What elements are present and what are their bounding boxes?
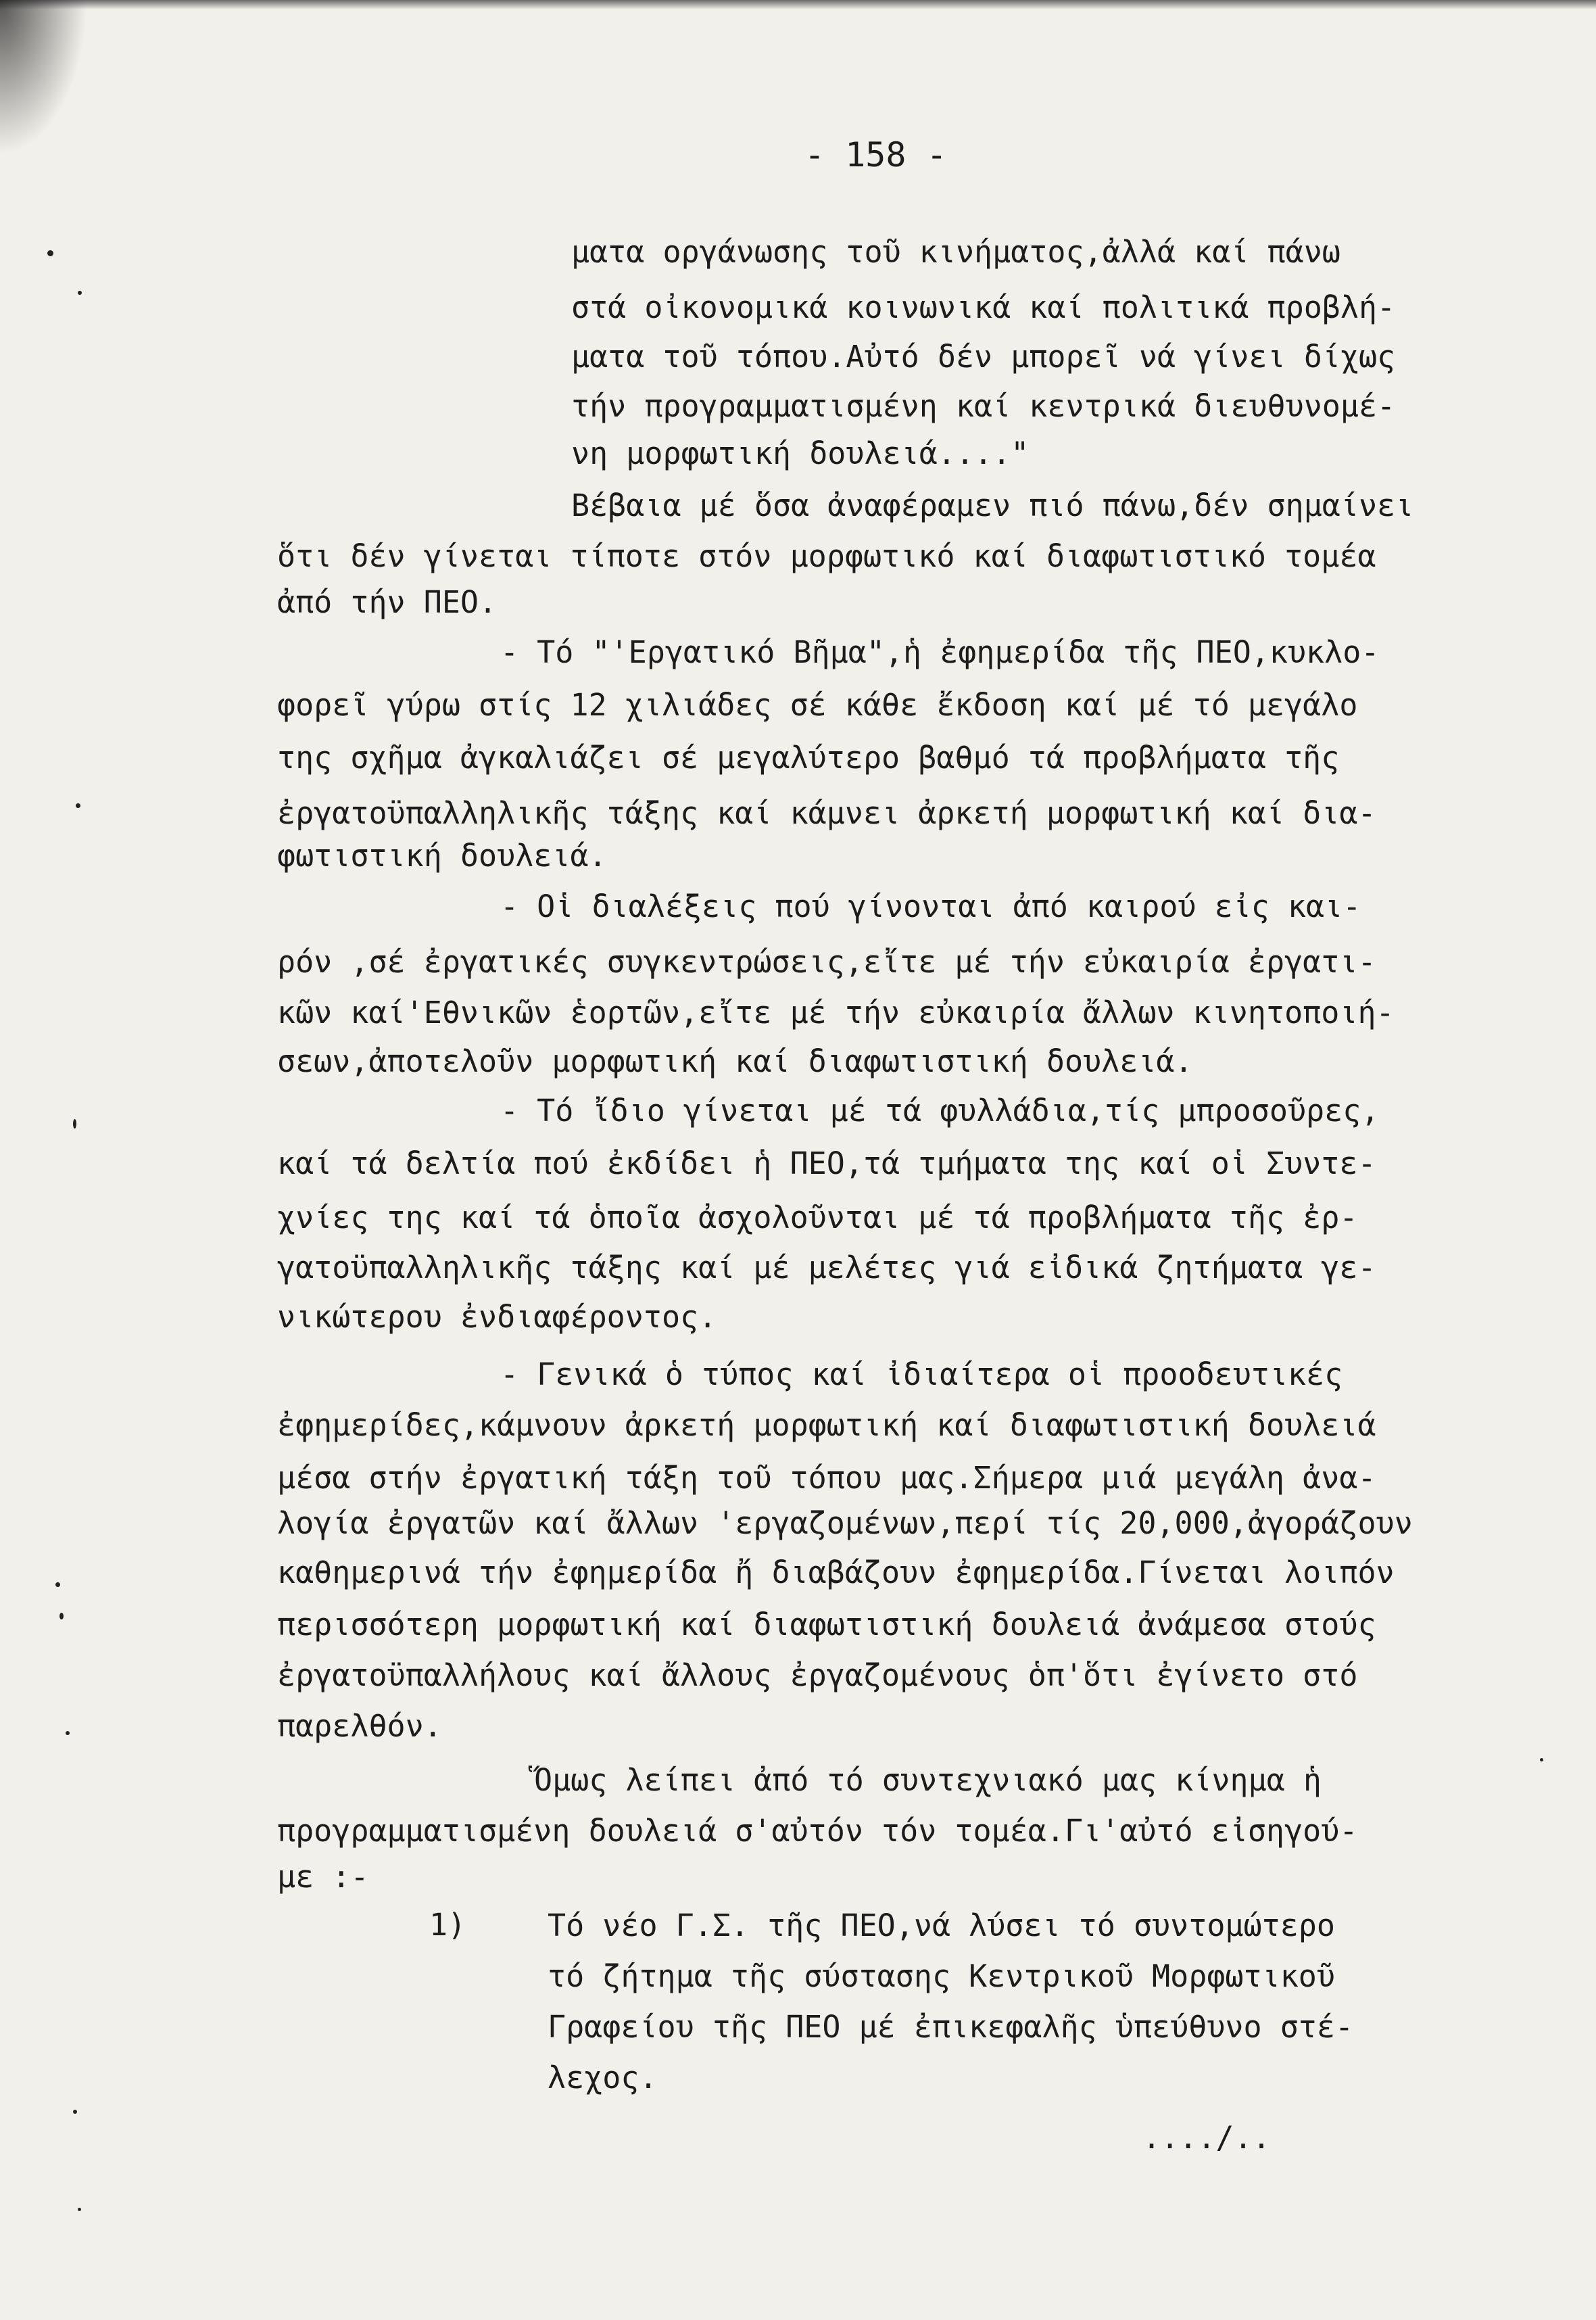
text-line: ἐργατοϋπαλληλικῆς τάξης καί κάμνει ἀρκετή μορφωτική καί δια- xyxy=(277,795,1376,831)
text-line: τό ζήτημα τῆς σύστασης Κεντρικοῦ Μορφωτικοῦ xyxy=(548,1958,1335,1994)
scan-speck xyxy=(55,1582,60,1587)
text-line: ἐργατοϋπαλλήλους καί ἄλλους ἐργαζομένους ὁπ'ὅτι ἐγίνετο στό xyxy=(277,1657,1358,1693)
text-line: κῶν καί'Εθνικῶν ἑορτῶν,εἴτε μέ τήν εὐκαιρία ἄλλων κινητοποιή- xyxy=(277,995,1395,1031)
text-line: ὅτι δέν γίνεται τίποτε στόν μορφωτικό καί διαφωτιστικό τομέα xyxy=(277,538,1376,574)
text-line: Γραφείου τῆς ΠΕΟ μέ ἐπικεφαλῆς ὑπεύθυνο στέ- xyxy=(548,2009,1354,2045)
text-line: χνίες της καί τά ὁποῖα ἀσχολοῦνται μέ τά προβλήματα τῆς ἐρ- xyxy=(277,1200,1358,1235)
text-line: της σχῆμα ἀγκαλιάζει σέ μεγαλύτερο βαθμό τά προβλήματα τῆς xyxy=(277,740,1340,776)
scan-speck xyxy=(1540,1758,1543,1761)
text-line: ματα τοῦ τόπου.Αὐτό δέν μπορεῖ νά γίνει δίχως xyxy=(571,339,1396,375)
scan-speck xyxy=(73,2110,77,2114)
text-line: νικώτερου ἐνδιαφέροντος. xyxy=(277,1299,717,1335)
text-line: - Γενικά ὁ τύπος καί ἰδιαίτερα οἱ προοδευτικές xyxy=(500,1356,1343,1392)
scan-speck xyxy=(59,1613,64,1619)
page-number: - 158 - xyxy=(804,135,947,174)
text-line: τήν προγραμματισμένη καί κεντρικά διευθυνομέ- xyxy=(571,388,1396,424)
text-line: καθημερινά τήν ἐφημερίδα ἤ διαβάζουν ἐφημερίδα.Γίνεται λοιπόν xyxy=(277,1555,1395,1590)
text-line: Βέβαια μέ ὅσα ἀναφέραμεν πιό πάνω,δέν σημαίνει xyxy=(571,488,1414,523)
scan-speck xyxy=(76,803,80,808)
text-line: Τό νέο Γ.Σ. τῆς ΠΕΟ,νά λύσει τό συντομώτερο xyxy=(548,1908,1335,1943)
text-line: - Τό "'Εργατικό Βῆμα",ἡ ἐφημερίδα τῆς ΠΕΟ,κυκλο- xyxy=(500,634,1380,670)
text-line: καί τά δελτία πού ἐκδίδει ἡ ΠΕΟ,τά τμήματα της καί οἱ Συντε- xyxy=(277,1145,1376,1181)
text-line: λεχος. xyxy=(548,2060,658,2096)
scan-edge-shadow xyxy=(0,0,1596,9)
list-item-number: 1) xyxy=(429,1907,466,1943)
text-line: προγραμματισμένη δουλειά σ'αὐτόν τόν τομέα.Γι'αὐτό εἰσηγού- xyxy=(277,1813,1358,1849)
scan-speck xyxy=(78,2208,81,2211)
text-line: Ὅμως λείπει ἀπό τό συντεχνιακό μας κίνημα ἡ xyxy=(534,1762,1322,1798)
scan-speck xyxy=(73,1119,76,1129)
text-line: - Οἱ διαλέξεις πού γίνονται ἀπό καιρού εἰς και- xyxy=(500,889,1361,924)
continuation-mark: ..../.. xyxy=(1142,2120,1271,2156)
text-line: ρόν ,σέ ἐργατικές συγκεντρώσεις,εἴτε μέ τήν εὐκαιρία ἐργατι- xyxy=(277,944,1376,980)
text-line: φορεῖ γύρω στίς 12 χιλιάδες σέ κάθε ἔκδοση καί μέ τό μεγάλο xyxy=(277,687,1358,723)
text-line: στά οἰκονομικά κοινωνικά καί πολιτικά προβλή- xyxy=(571,289,1396,325)
text-line: νη μορφωτική δουλειά...." xyxy=(571,435,1030,471)
text-line: μέσα στήν ἐργατική τάξη τοῦ τόπου μας.Σήμερα μιά μεγάλη ἀνα- xyxy=(277,1460,1376,1496)
scan-corner-shadow xyxy=(0,0,88,156)
text-line: ματα οργάνωσης τοῦ κινήματος,ἀλλά καί πάνω xyxy=(571,234,1340,270)
text-line: λογία ἐργατῶν καί ἄλλων 'εργαζομένων,περί τίς 20,000,ἀγοράζουν xyxy=(277,1505,1413,1541)
scan-speck xyxy=(78,291,82,295)
scan-speck xyxy=(66,1731,70,1735)
text-line: φωτιστική δουλειά. xyxy=(277,838,607,874)
text-line: περισσότερη μορφωτική καί διαφωτιστική δουλειά ἀνάμεσα στούς xyxy=(277,1607,1376,1642)
scan-speck xyxy=(47,250,53,256)
text-line: με :- xyxy=(277,1859,369,1895)
text-line: γατοϋπαλληλικῆς τάξης καί μέ μελέτες γιά εἰδικά ζητήματα γε- xyxy=(277,1250,1376,1285)
text-line: σεων,ἀποτελοῦν μορφωτική καί διαφωτιστική δουλειά. xyxy=(277,1043,1193,1079)
text-line: ἐφημερίδες,κάμνουν ἀρκετή μορφωτική καί διαφωτιστική δουλειά xyxy=(277,1407,1376,1443)
text-line: ἀπό τήν ΠΕΟ. xyxy=(277,584,498,620)
text-line: - Τό ἴδιο γίνεται μέ τά φυλλάδια,τίς μπροσοῦρες, xyxy=(500,1093,1380,1129)
text-line: παρελθόν. xyxy=(277,1708,442,1744)
